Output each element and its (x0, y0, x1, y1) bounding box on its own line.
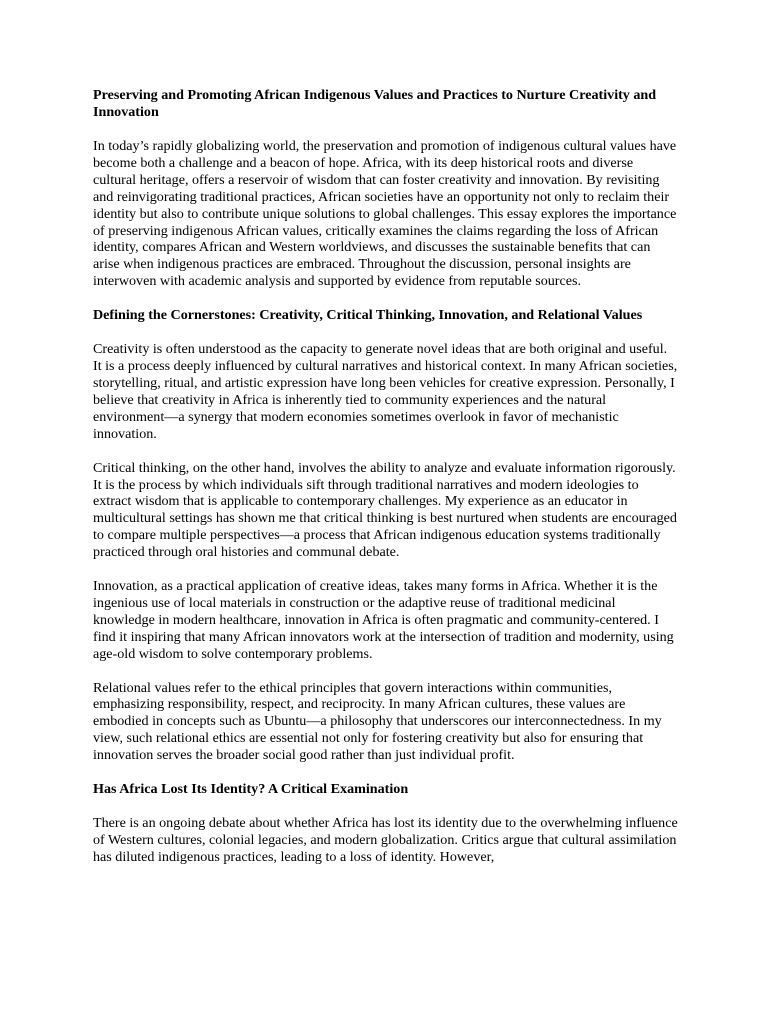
paragraph-identity-debate: There is an ongoing debate about whether Africa has lost its identity due to the overwhelming influence of Western cultures, colonial legacies, and modern globalization. Critics argue that cultural assimilation has diluted indigenous practices, leading to a loss of identity. However, (93, 815, 678, 865)
paragraph-innovation: Innovation, as a practical application of creative ideas, takes many forms in Africa. Whether it is the ingenious use of local materials in construction or the adaptive reuse of traditional medicinal knowledge in modern healthcare, innovation in Africa is often pragmatic and community-centered. I find it inspiring that many African innovators work at the intersection of tradition and modernity, using age-old wisdom to solve contemporary problems. (93, 578, 674, 662)
document-page (93, 87, 678, 883)
paragraph-critical-thinking: Critical thinking, on the other hand, involves the ability to analyze and evaluate information rigorously. It is the process by which individuals sift through traditional narratives and modern ideologies to extract wisdom that is applicable to contemporary challenges. My experience as an educator in multicultural settings has shown me that critical thinking is best nurtured when students are encouraged to compare multiple perspectives—a process that African indigenous education systems traditionally practiced through oral histories and communal debate. (93, 459, 677, 561)
paragraph-creativity: Creativity is often understood as the capacity to generate novel ideas that are both original and useful. It is a process deeply influenced by cultural narratives and historical context. In many African societies, storytelling, ritual, and artistic expression have long been vehicles for creative expression. Personally, I believe that creativity in Africa is inherently tied to community experiences and the natural environment—a synergy that modern economies sometimes overlook in favor of mechanistic innovation. (93, 341, 678, 442)
document-title: Preserving and Promoting African Indigenous Values and Practices to Nurture Creativity and Innovation (93, 87, 657, 120)
paragraph-relational-values: Relational values refer to the ethical principles that govern interactions within communities, emphasizing responsibility, respect, and reciprocity. In many African cultures, these values are embodied in concepts such as Ubuntu—a philosophy that underscores our interconnectedness. In my view, such relational ethics are essential not only for fostering creativity but also for ensuring that innovation serves the broader social good rather than just individual profit. (93, 679, 662, 764)
section-heading-cornerstones: Defining the Cornerstones: Creativity, Critical Thinking, Innovation, and Relational Values (93, 307, 643, 324)
section-heading-identity: Has Africa Lost Its Identity? A Critical Examination (93, 781, 409, 798)
intro-paragraph: In today’s rapidly globalizing world, the preservation and promotion of indigenous cultural values have become both a challenge and a beacon of hope. Africa, with its deep historical roots and diverse cultural heritage, offers a reservoir of wisdom that can foster creativity and innovation. By revisiting and reinvigorating traditional practices, African societies have an opportunity not only to reclaim their identity but also to contribute unique solutions to global challenges. This essay explores the importance of preserving indigenous African values, critically examines the claims regarding the loss of African identity, compares African and Western worldviews, and discusses the sustainable benefits that can arise when indigenous practices are embraced. Throughout the discussion, personal insights are interwoven with academic analysis and supported by evidence from reputable sources. (93, 138, 677, 290)
